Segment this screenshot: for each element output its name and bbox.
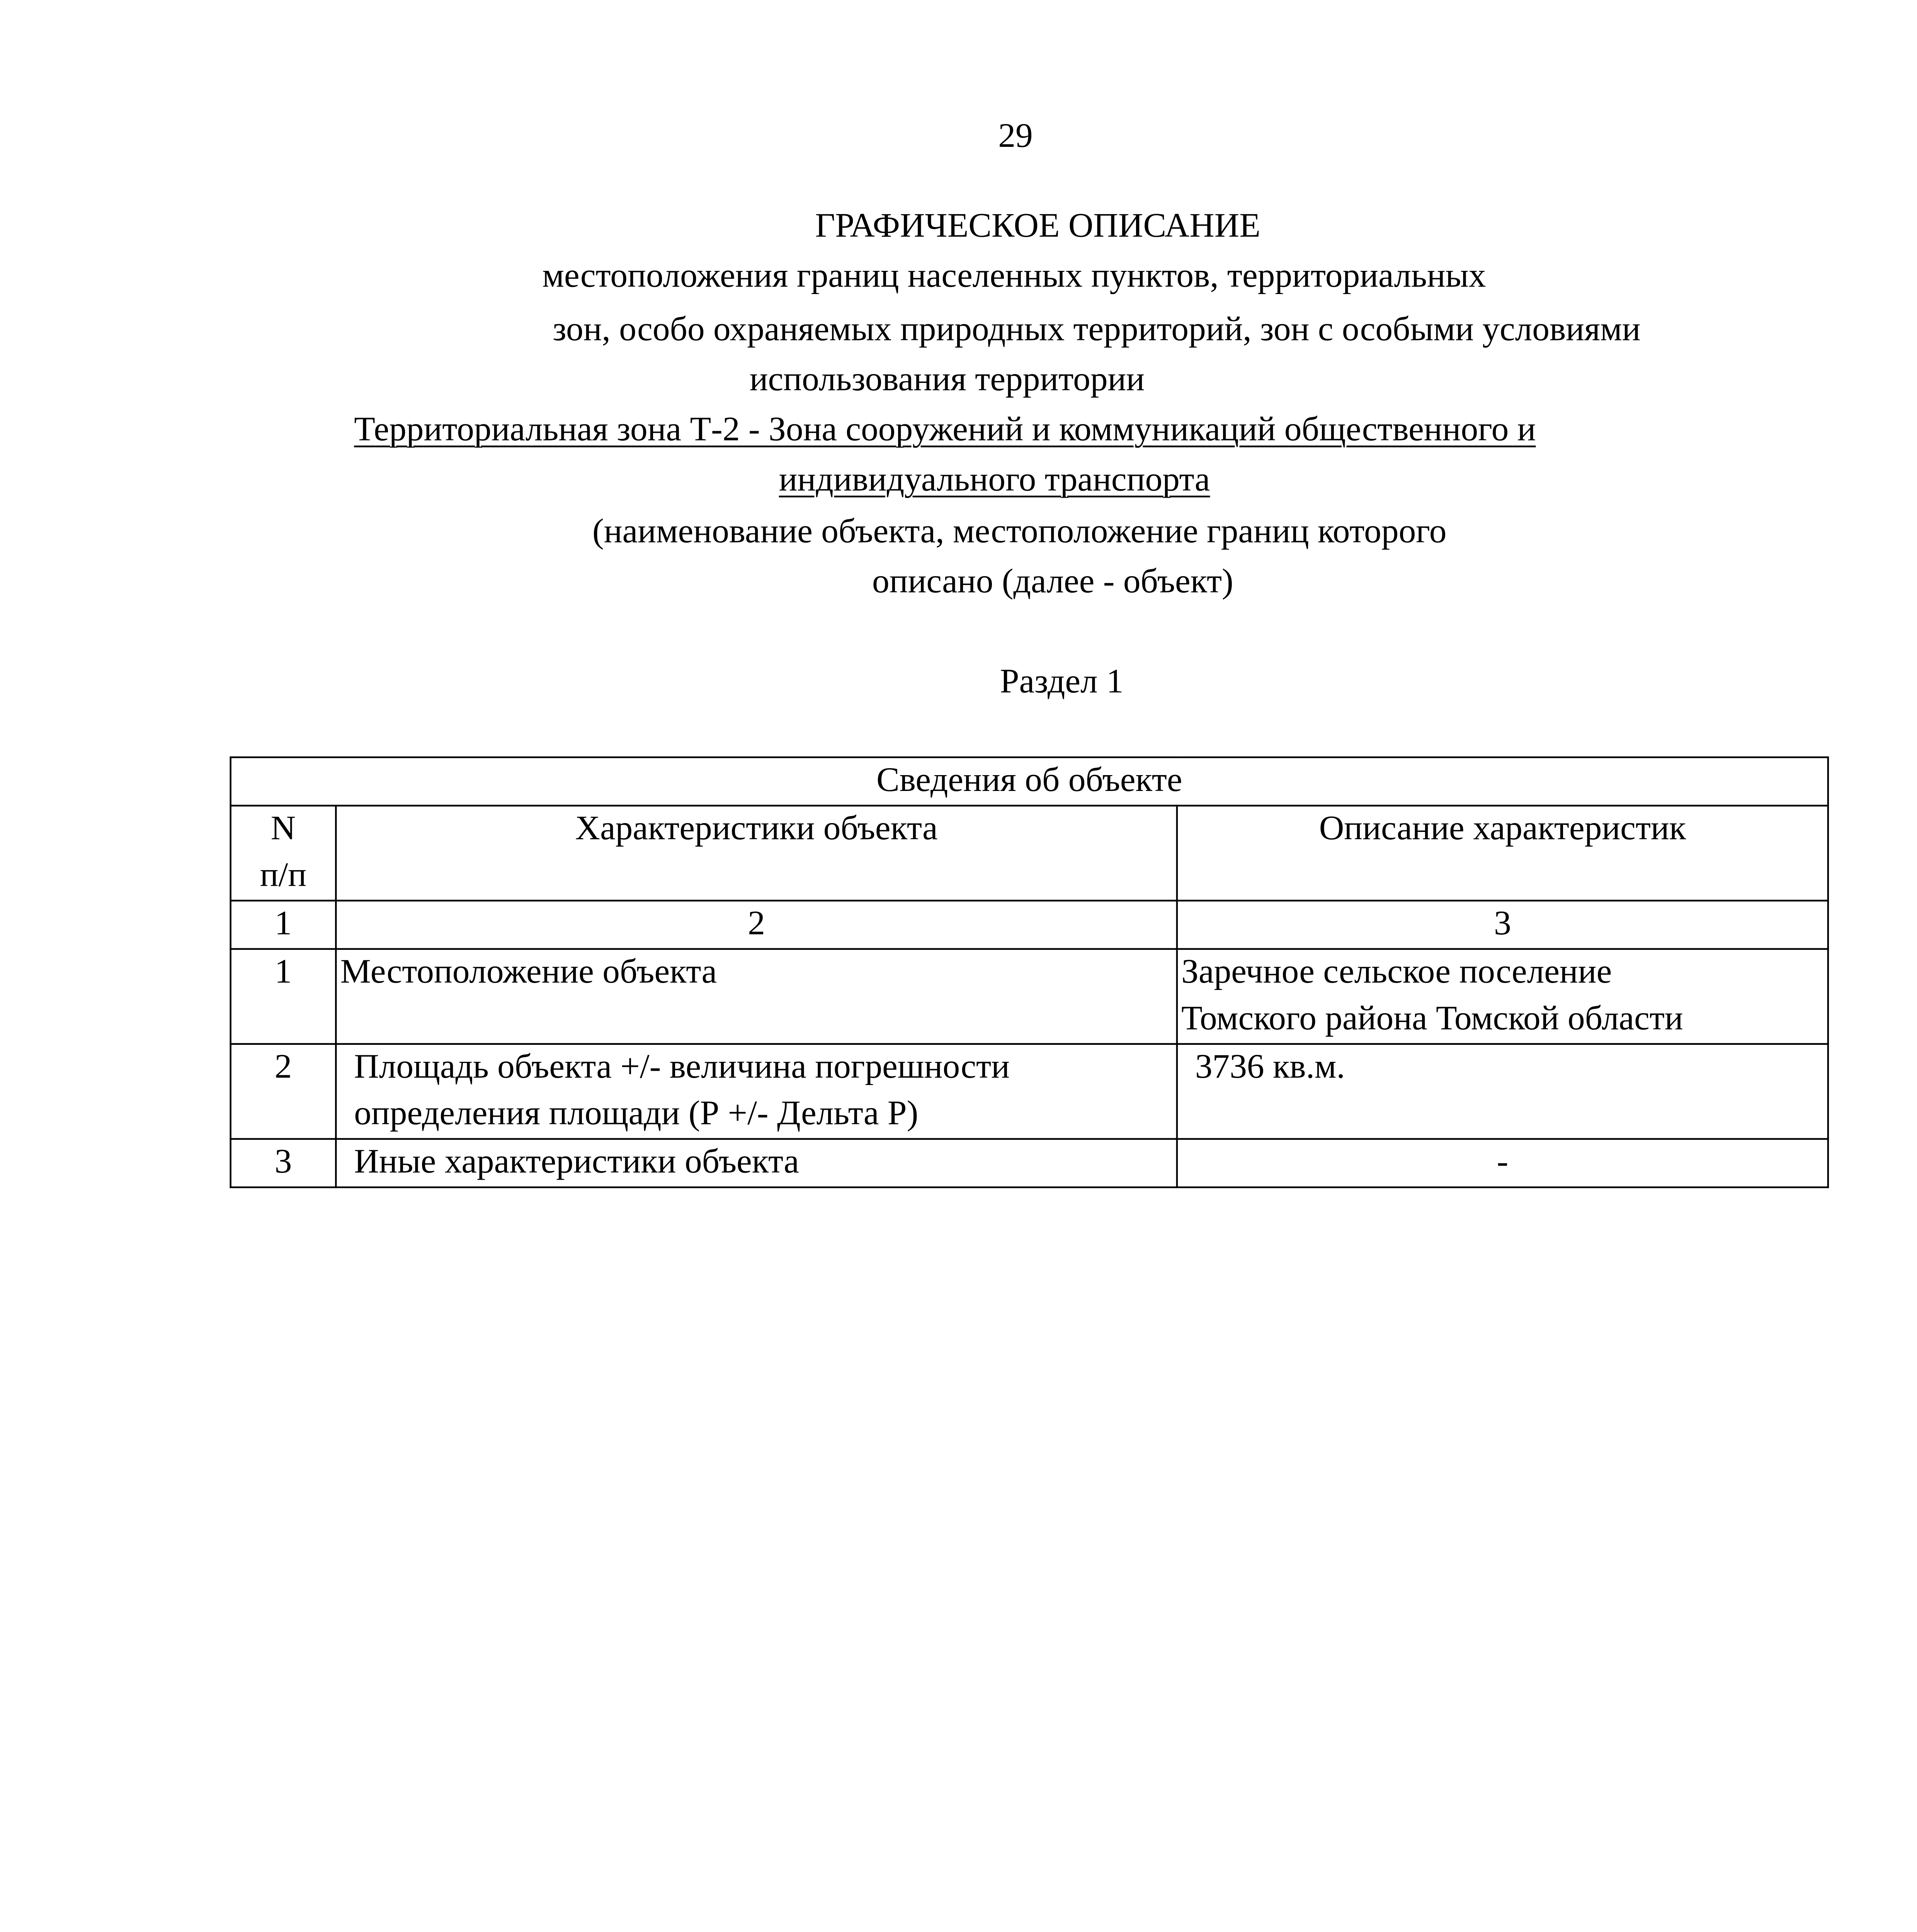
table-header-row [231, 806, 1828, 901]
row-characteristic [336, 1139, 1177, 1187]
table-caption-row [231, 757, 1828, 806]
row-description-line: - [1497, 1143, 1509, 1182]
row-description [1177, 949, 1828, 1044]
object-name-line-1: Территориальная зона Т-2 - Зона сооружений и коммуникаций общественного и [354, 411, 1536, 449]
row-characteristic [336, 1044, 1177, 1139]
subtitle-line-1: местоположения границ населенных пунктов, территориальных [542, 257, 1486, 296]
table-row [231, 1044, 1828, 1139]
column-number: 2 [336, 901, 1177, 949]
row-description-line: Томского района Томской области [1181, 1000, 1683, 1038]
header-characteristics: Характеристики объекта [336, 806, 1177, 901]
row-characteristic-line: Иные характеристики объекта [354, 1143, 799, 1182]
row-characteristic [336, 949, 1177, 1044]
subtitle-line-3: использования территории [749, 361, 1145, 399]
page-number: 29 [998, 117, 1033, 156]
section-heading: Раздел 1 [1000, 663, 1124, 701]
row-description-line: 3736 кв.м. [1195, 1048, 1345, 1087]
header-description: Описание характеристик [1177, 806, 1828, 901]
column-number-row [231, 901, 1828, 949]
header-number-cell [231, 806, 336, 901]
row-characteristic-line: Площадь объекта +/- величина погрешности [354, 1048, 1010, 1087]
header-number-line-1: N [270, 810, 296, 848]
table-row [231, 1139, 1828, 1187]
row-characteristic-line: определения площади (Р +/- Дельта Р) [354, 1095, 919, 1133]
object-info-table [230, 757, 1829, 1188]
table-row [231, 949, 1828, 1044]
row-number: 2 [231, 1044, 336, 1139]
row-description-line: Заречное сельское поселение [1181, 953, 1612, 992]
column-number: 3 [1177, 901, 1828, 949]
row-characteristic-line: Местоположение объекта [340, 953, 717, 992]
object-name-line-2: индивидуального транспорта [779, 461, 1210, 499]
header-number-line-2: п/п [260, 856, 307, 895]
row-number: 1 [231, 949, 336, 1044]
column-number: 1 [231, 901, 336, 949]
table-caption: Сведения об объекте [231, 757, 1828, 806]
object-caption-line-1: (наименование объекта, местоположение границ которого [592, 513, 1447, 551]
row-description [1177, 1044, 1828, 1139]
subtitle-line-2: зон, особо охраняемых природных территорий, зон с особыми условиями [553, 311, 1641, 349]
document-title: ГРАФИЧЕСКОЕ ОПИСАНИЕ [815, 207, 1260, 245]
row-number: 3 [231, 1139, 336, 1187]
row-description [1177, 1139, 1828, 1187]
object-caption-line-2: описано (далее - объект) [872, 563, 1233, 601]
